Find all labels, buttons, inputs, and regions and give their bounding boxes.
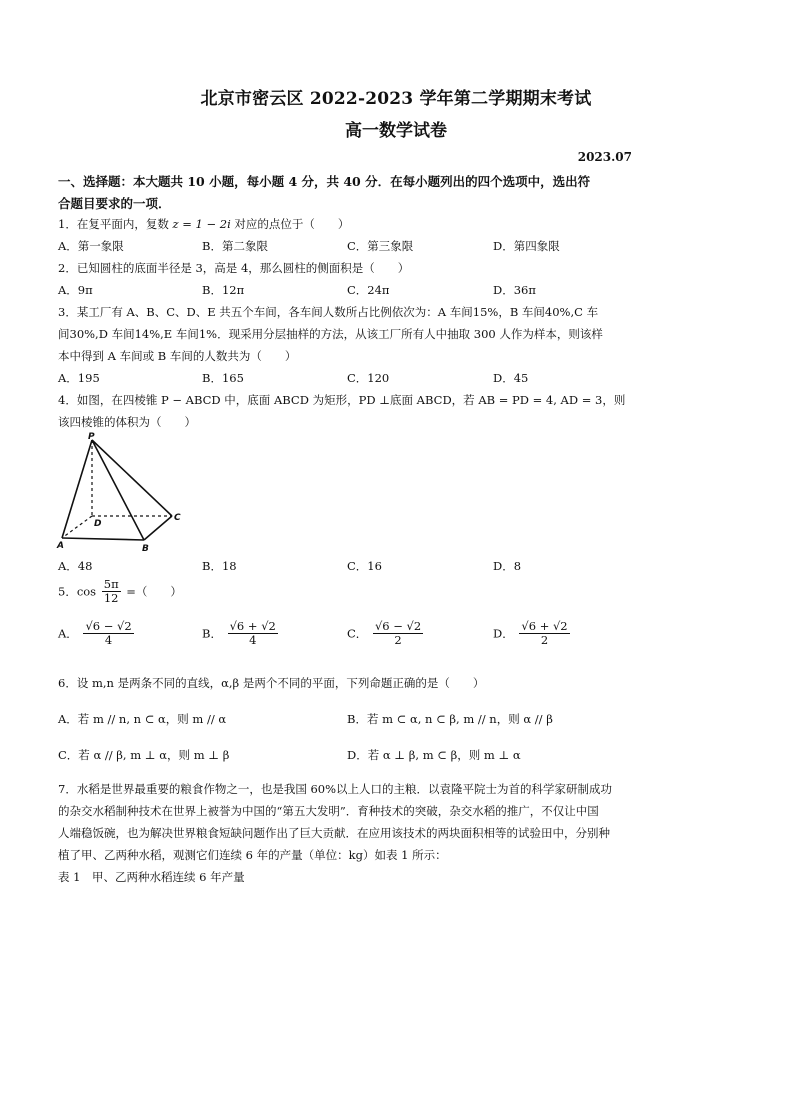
q1-option-c: C．第三象限	[347, 239, 414, 253]
q6-option-b: B．若 m ⊂ α, n ⊂ β, m // n，则 α // β	[347, 712, 553, 726]
q5-fraction	[102, 578, 121, 605]
exam-date: 2023.07	[577, 150, 632, 164]
question-3-line2: 间30%,D 车间14%,E 车间1%．现采用分层抽样的方法，从该工厂所有人中抽取 300 人作为样本，则该样	[58, 327, 603, 341]
q5-frac-num: 5π	[103, 577, 119, 591]
q2-option-d: D．36π	[493, 283, 536, 297]
q2-option-b: B．12π	[202, 283, 245, 297]
q5-d-num: √6 + √2	[521, 619, 568, 633]
q1-post: 对应的点位于（ ）	[234, 217, 350, 231]
q1-expr: z = 1 − 2i	[172, 217, 231, 231]
q6-option-c: C．若 α // β, m ⊥ α，则 m ⊥ β	[58, 748, 230, 762]
q5-d-den: 2	[540, 633, 549, 648]
section-heading-line2: 合题目要求的一项．	[58, 196, 171, 211]
q4-option-b: B．18	[202, 559, 237, 573]
q5-c-den: 2	[394, 633, 402, 648]
label-p: P	[88, 432, 95, 442]
pyramid-figure	[56, 430, 192, 554]
label-d: D	[94, 519, 102, 529]
question-3-line3: 本中得到 A 车间或 B 车间的人数共为（ ）	[58, 349, 297, 363]
q5-option-d	[493, 620, 572, 647]
exam-title: 北京市密云区 2022-2023 学年第二学期期末考试	[200, 89, 592, 109]
q3-option-d: D．45	[493, 371, 529, 385]
q2-option-a: A．9π	[58, 283, 93, 297]
question-7-line4: 植了甲、乙两种水稻，观测它们连续 6 年的产量（单位：kg）如表 1 所示：	[58, 848, 447, 862]
q5-c-label: C．	[347, 626, 368, 641]
q1-pre: 1．在复平面内，复数	[58, 217, 169, 231]
question-3-line1: 3．某工厂有 A、B、C、D、E 共五个车间，各车间人数所占比例依次为：A 车间15%，B 车间40%,C 车	[58, 305, 599, 319]
table-caption: 表 1 甲、乙两种水稻连续 6 年产量	[58, 870, 245, 884]
q5-a-label: A．	[58, 626, 78, 641]
q5-b-label: B．	[202, 626, 222, 641]
question-4-line1: 4．如图，在四棱锥 P − ABCD 中，底面 ABCD 为矩形，PD ⊥底面 ABCD，若 AB = PD = 4, AD = 3，则	[58, 393, 626, 407]
question-2-stem: 2．已知圆柱的底面半径是 3，高是 4，那么圆柱的侧面积是（ ）	[58, 261, 410, 275]
question-7-line2: 的杂交水稻制种技术在世界上被誉为中国的“第五大发明”．育种技术的突破，杂交水稻的推广，不仅让中国	[58, 804, 599, 818]
q3-option-c: C．120	[347, 371, 390, 385]
q6-option-d: D．若 α ⊥ β, m ⊂ β，则 m ⊥ α	[347, 748, 521, 762]
q5-a-num: √6 − √2	[85, 619, 132, 633]
q4-option-d: D．8	[493, 559, 522, 573]
q5-b-den: 4	[249, 633, 257, 648]
edge-ab	[62, 538, 144, 540]
q5-option-c	[347, 620, 425, 647]
q3-option-a: A．195	[58, 371, 100, 385]
edge-pa	[62, 440, 92, 538]
question-1-stem	[58, 216, 349, 232]
q5-d-label: D．	[493, 626, 514, 641]
q2-option-c: C．24π	[347, 283, 390, 297]
q4-option-c: C．16	[347, 559, 382, 573]
question-6-stem: 6．设 m,n 是两条不同的直线，α,β 是两个不同的平面，下列命题正确的是（ ）	[58, 676, 485, 690]
q3-option-b: B．165	[202, 371, 244, 385]
q6-option-a: A．若 m // n, n ⊂ α，则 m // α	[58, 712, 227, 726]
edge-bc	[144, 516, 172, 540]
q1-option-b: B．第二象限	[202, 239, 268, 253]
question-4-line2: 该四棱锥的体积为（ ）	[58, 415, 196, 429]
edge-da-hidden	[62, 516, 92, 538]
q4-option-a: A．48	[58, 559, 93, 573]
edge-pc	[92, 440, 172, 516]
q1-option-a: A．第一象限	[58, 239, 124, 253]
label-b: B	[142, 544, 149, 554]
q5-option-a	[58, 620, 136, 647]
question-7-line3: 人端稳饭碗，也为解决世界粮食短缺问题作出了巨大贡献．在应用该技术的两块面积相等的试验田中，分别种	[58, 826, 610, 840]
q5-prefix: 5．cos	[58, 584, 97, 599]
q1-option-d: D．第四象限	[493, 239, 560, 253]
q5-a-den: 4	[104, 633, 113, 648]
exam-subtitle: 高一数学试卷	[345, 121, 447, 141]
question-5-stem	[58, 578, 182, 605]
q5-option-b	[202, 620, 280, 647]
q5-suffix: =（ ）	[126, 584, 182, 599]
section-heading-line1: 一、选择题：本大题共 10 小题，每小题 4 分，共 40 分．在每小题列出的四个选项中，选出符	[58, 174, 591, 189]
q5-c-num: √6 − √2	[374, 619, 422, 633]
question-7-line1: 7．水稻是世界最重要的粮食作物之一，也是我国 60%以上人口的主粮．以袁隆平院士为首的科学家研制成功	[58, 782, 613, 796]
q5-b-num: √6 + √2	[229, 619, 276, 633]
label-a: A	[57, 541, 64, 551]
q5-frac-den: 12	[103, 591, 119, 606]
label-c: C	[174, 513, 181, 523]
